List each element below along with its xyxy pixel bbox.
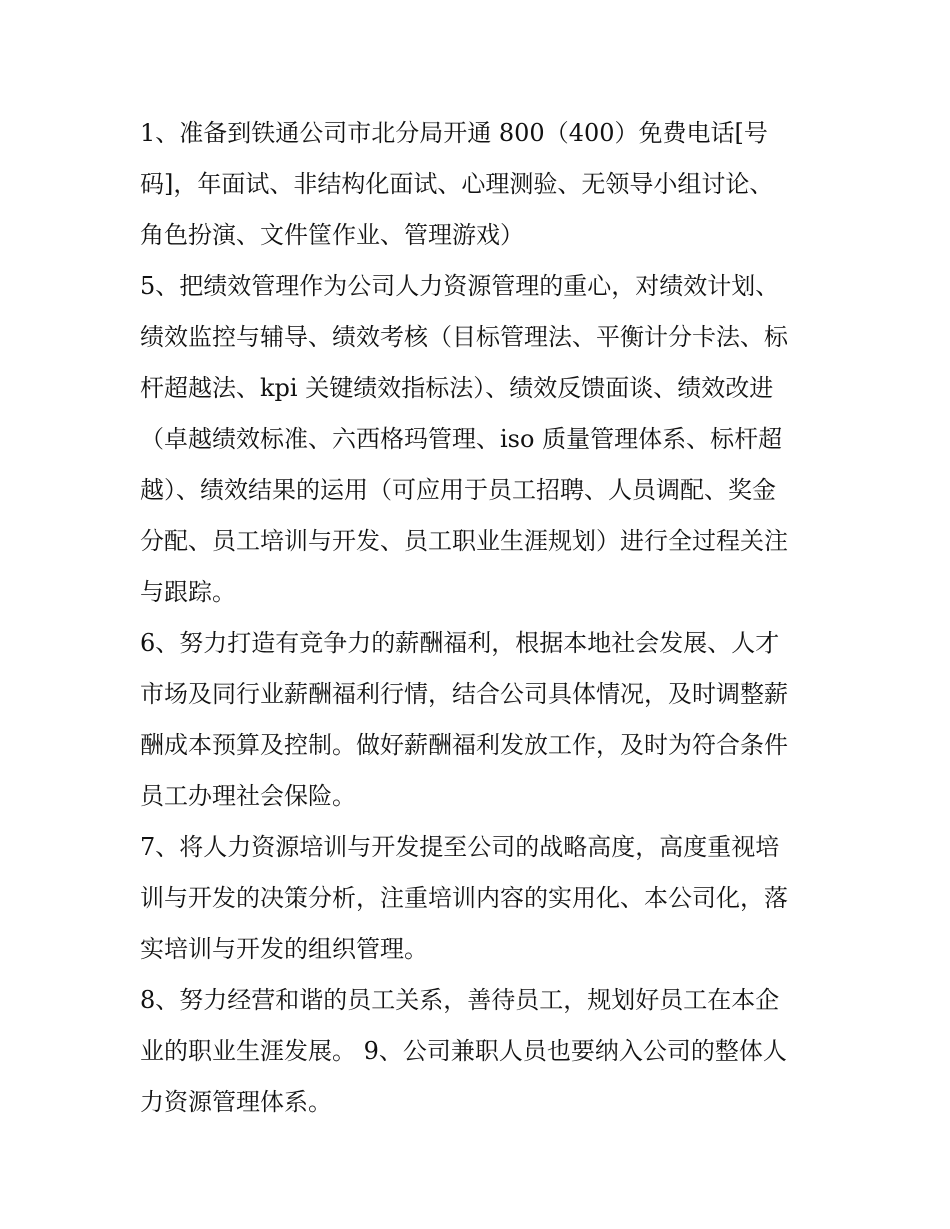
paragraph-8 [140,975,820,1128]
paragraph-line: 训与开发的决策分析，注重培训内容的实用化、本公司化，落 [140,884,788,912]
paragraph-7 [140,822,820,975]
paragraph-line: （卓越绩效标准、六西格玛管理、iso 质量管理体系、标杆超 [140,425,783,453]
paragraph-6 [140,618,820,822]
paragraph-line: 7、将人力资源培训与开发提至公司的战略高度，高度重视培 [140,833,780,861]
paragraph-line: 角色扮演、文件筐作业、管理游戏） [140,221,524,249]
paragraph-line: 力资源管理体系。 [140,1088,332,1116]
paragraph-line: 杆超越法、kpi 关键绩效指标法）、绩效反馈面谈、绩效改进 [140,374,774,402]
paragraph-line: 1、准备到铁通公司市北分局开通 800（400）免费电话[号 [140,119,768,147]
paragraph-line: 6、努力打造有竞争力的薪酬福利，根据本地社会发展、人才 [140,629,780,657]
paragraph-line: 实培训与开发的组织管理。 [140,935,428,963]
paragraph-line: 员工办理社会保险。 [140,782,356,810]
paragraph-line: 酬成本预算及控制。做好薪酬福利发放工作，及时为符合条件 [140,731,788,759]
paragraph-line: 码]，年面试、非结构化面试、心理测验、无领导小组讨论、 [140,170,774,198]
paragraph-line: 分配、员工培训与开发、员工职业生涯规划）进行全过程关注 [140,527,788,555]
paragraph-line: 8、努力经营和谐的员工关系，善待员工，规划好员工在本企 [140,986,780,1014]
paragraph-line: 5、把绩效管理作为公司人力资源管理的重心，对绩效计划、 [140,272,780,300]
paragraph-line: 市场及同行业薪酬福利行情，结合公司具体情况，及时调整薪 [140,680,788,708]
paragraph-line: 越）、绩效结果的运用（可应用于员工招聘、人员调配、奖金 [140,476,776,504]
paragraph-line: 与跟踪。 [140,578,236,606]
document-body [140,108,820,1128]
paragraph-5 [140,261,820,618]
paragraph-1 [140,108,820,261]
paragraph-line: 业的职业生涯发展。 9、公司兼职人员也要纳入公司的整体人 [140,1037,787,1065]
paragraph-line: 绩效监控与辅导、绩效考核（目标管理法、平衡计分卡法、标 [140,323,788,351]
